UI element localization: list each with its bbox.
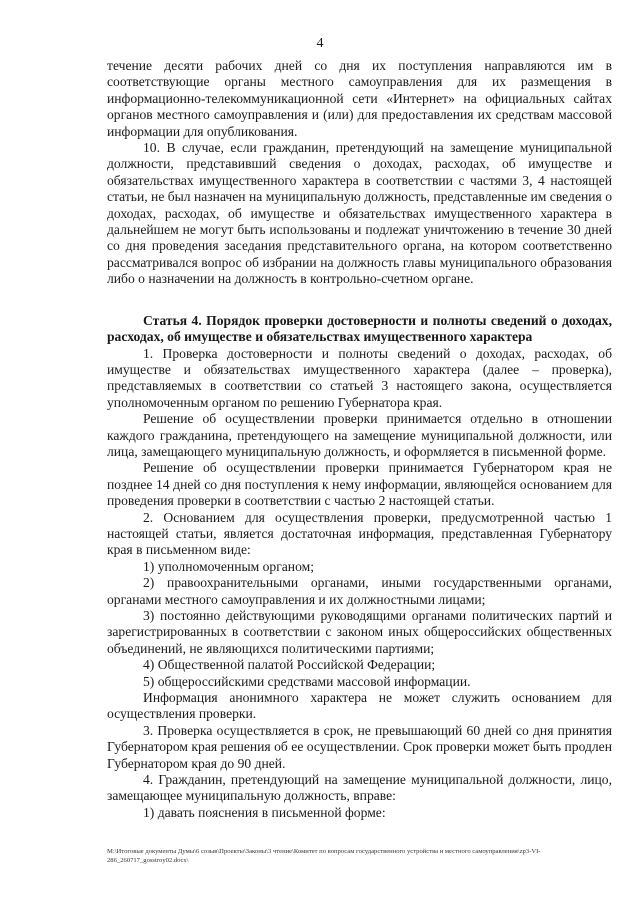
article-paragraph-rights: 4. Гражданин, претендующий на замещение муниципальной должности, лицо, замещающее муниципальную должность, вправе: bbox=[107, 772, 612, 804]
article-paragraph-term: 3. Проверка осуществляется в срок, не превышающий 60 дней со дня принятия Губернатором края решения об ее осуществлении. Срок проверки может быть продлен Губернатором края до 90 дней. bbox=[107, 722, 612, 771]
article-paragraph-4: 2. Основанием для осуществления проверки, предусмотренной частью 1 настоящей статьи, является достаточная информация, представленная Губернатору края в письменном виде: bbox=[107, 509, 612, 558]
rights-item-1: 1) давать пояснения в письменной форме: bbox=[143, 804, 386, 820]
article-paragraph-1: 1. Проверка достоверности и полноты сведений о доходах, расходах, об имуществе и обязательствах имущественного характера (далее – проверка), представляемых в соответствии со статьей 3 настоящего закона, осуществляется уполномоченным органом по решению Губернатора края. bbox=[107, 345, 612, 410]
article-heading: Статья 4. Порядок проверки достоверности и полноты сведений о доходах, расходах, об имуществе и обязательствах имущественного характера bbox=[107, 312, 612, 345]
page-number: 4 bbox=[316, 36, 324, 51]
paragraph-continued: течение десяти рабочих дней со дня их поступления направляются им в соответствующие органы местного самоуправления для их размещения в информационно-телекоммуникационной сети «Интернет» на официальных сайтах органов местного самоуправления и (или) для предоставления их средствам массовой информации для опубликования. bbox=[107, 58, 612, 139]
list-item-1: 1) уполномоченным органом; bbox=[143, 558, 315, 574]
list-item-5: 5) общероссийскими средствами массовой информации. bbox=[143, 673, 471, 689]
article-paragraph-3: Решение об осуществлении проверки принимается Губернатором края не позднее 14 дней со дня поступления к нему информации, являющейся основанием для проведения проверки в соответствии с частью 2 настоящей статьи. bbox=[107, 460, 612, 509]
paragraph-item-10: 10. В случае, если гражданин, претендующий на замещение муниципальной должности, представивший сведения о доходах, расходах, об имуществе и обязательствах имущественного характера в соответствии с частями 3, 4 настоящей статьи, не был назначен на муниципальную должность, представленные им сведения о доходах, расходах, об имуществе и обязательствах имущественного характера в дальнейшем не могут быть использованы и подлежат уничтожению в течение 30 дней со дня проведения заседания представительного органа, на котором соответственно рассматривался вопрос об избрании на должность главы муниципального образования либо о назначении на должность в контрольно-счетном органе. bbox=[107, 140, 612, 287]
article-paragraph-2: Решение об осуществлении проверки принимается отдельно в отношении каждого гражданина, претендующего на замещение муниципальной должности, или лица, замещающего муниципальную должность, и оформляется в письменной форме. bbox=[107, 411, 612, 459]
article-paragraph-anonymous: Информация анонимного характера не может служить основанием для осуществления проверки. bbox=[107, 690, 612, 722]
list-item-4: 4) Общественной палатой Российской Федерации; bbox=[143, 657, 436, 673]
document-body bbox=[107, 58, 612, 821]
footer-file-path: M:\Итоговые документы Думы\6 созыв\Проекты\Законы\3 чтение\Комитет по вопросам государственного устройства и местного самоуправления\zp3-VI-286_260717_gosstroy02.docx\ bbox=[107, 848, 541, 864]
section-gap bbox=[107, 288, 612, 313]
list-item-2: 2) правоохранительными органами, иными государственными органами, органами местного самоуправления и их должностными лицами; bbox=[107, 575, 612, 607]
list-item-3: 3) постоянно действующими руководящими органами политических партий и зарегистрированных в соответствии с законом иных общероссийских общественных объединений, не являющихся политическими партиями; bbox=[107, 608, 612, 656]
